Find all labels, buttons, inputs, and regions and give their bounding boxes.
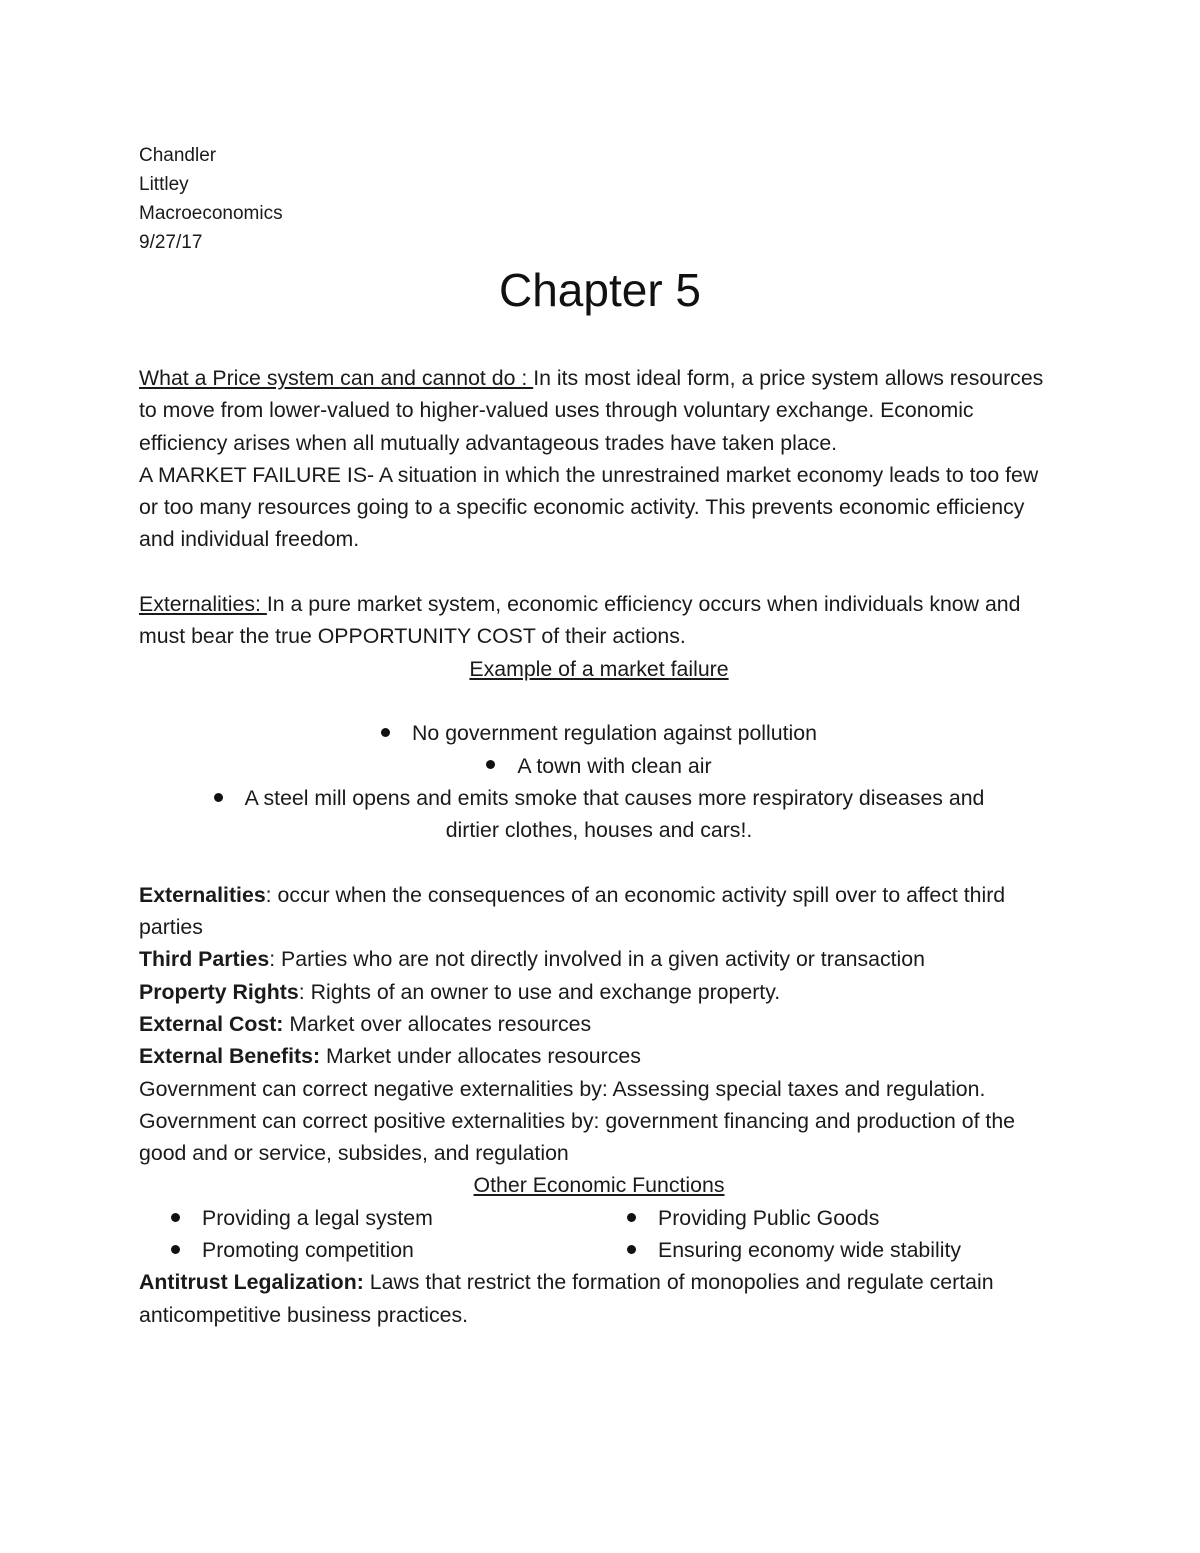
price-system-heading: What a Price system can and cannot do : [139,366,534,390]
definition-term: Third Parties [139,947,270,972]
spacer [139,556,1059,588]
government-negative-paragraph: Government can correct negative externalities by: Assessing special taxes and regulation. [139,1076,986,1101]
market-failure-paragraph: A MARKET FAILURE IS- A situation in which the unrestrained market economy leads to too few or too many resources going to a specific economic activity. This prevents economic efficiency and individual freedom. [139,462,1039,552]
other-functions-heading-text: Other Economic Functions [473,1173,725,1198]
document-header [139,141,283,257]
other-functions-left-column [139,1202,599,1267]
bullet-icon [486,760,495,769]
price-system-text: In its most ideal form, a price system allows resources to move from lower-valued to higher-valued uses through voluntary exchange. Economic efficiency arises when all mutually advantageous trades have taken place. [139,366,1044,455]
definition-term: Externalities [139,882,266,907]
document-date: 9/27/17 [139,232,203,253]
example-heading-text: Example of a market failure [469,656,729,681]
page-title: Chapter 5 [498,264,701,316]
example-list-item [139,717,1059,749]
definition-third-parties [139,943,1059,975]
definition-term: External Benefits: [139,1044,321,1069]
other-functions-item [139,1202,599,1234]
bullet-icon [381,728,390,737]
other-functions-item-text: Providing Public Goods [658,1205,880,1230]
author-last-name: Littley [139,174,189,195]
definition-external-benefits [139,1040,1059,1072]
definition-term: Property Rights [139,979,299,1004]
definition-property-rights [139,976,1059,1008]
antitrust-paragraph [139,1266,1059,1331]
other-functions-item [599,1234,1059,1266]
definition-text: Rights of an owner to use and exchange property. [310,979,781,1004]
example-heading [139,653,1059,685]
spacer [139,846,1059,878]
definition-separator: : [269,947,282,972]
bullet-icon [214,793,223,802]
definition-separator: : [265,882,278,907]
definition-text: occur when the consequences of an economic activity spill over to affect third parties [139,882,1006,940]
example-list-item [139,750,1059,782]
antitrust-text: Laws that restrict the formation of monopolies and regulate certain anticompetitive business practices. [139,1270,994,1327]
definition-text: Market over allocates resources [289,1011,592,1036]
example-list-item-text: A steel mill opens and emits smoke that causes more respiratory diseases and [244,785,985,810]
course-name: Macroeconomics [139,203,283,224]
bullet-icon [627,1213,636,1222]
price-system-paragraph [139,362,1059,459]
other-functions-item [139,1234,599,1266]
externalities-intro-heading: Externalities: [139,592,267,617]
bullet-icon [171,1213,180,1222]
government-positive-paragraph: Government can correct positive externalities by: government financing and production of the good and or service, subsides, and regulation [139,1108,1016,1166]
example-list-item-continuation: dirtier clothes, houses and cars!. [445,818,753,843]
spacer [139,685,1059,717]
example-list-item-text: A town with clean air [517,753,712,778]
other-functions-right-column [599,1202,1059,1267]
bullet-icon [171,1245,180,1254]
other-functions-item-text: Providing a legal system [202,1205,433,1230]
document-body [139,362,1059,1331]
other-functions-item-text: Promoting competition [202,1238,414,1263]
example-list-item-text: No government regulation against pollution [412,721,817,746]
example-list-item [139,782,1059,814]
definition-text: Parties who are not directly involved in a given activity or transaction [281,947,925,972]
externalities-intro-text: In a pure market system, economic efficiency occurs when individuals know and must bear the true OPPORTUNITY COST of their actions. [139,592,1021,649]
definition-externalities [139,879,1059,944]
externalities-intro-paragraph [139,588,1059,653]
definition-text: Market under allocates resources [326,1044,641,1069]
other-functions-list [139,1202,1059,1267]
definition-external-cost [139,1008,1059,1040]
definition-term: External Cost: [139,1011,284,1036]
bullet-icon [627,1245,636,1254]
author-first-name: Chandler [139,145,217,166]
other-functions-item [599,1202,1059,1234]
other-functions-item-text: Ensuring economy wide stability [658,1238,962,1263]
definition-separator: : [298,979,311,1004]
antitrust-term: Antitrust Legalization: [139,1270,364,1295]
other-functions-heading [139,1169,1059,1201]
